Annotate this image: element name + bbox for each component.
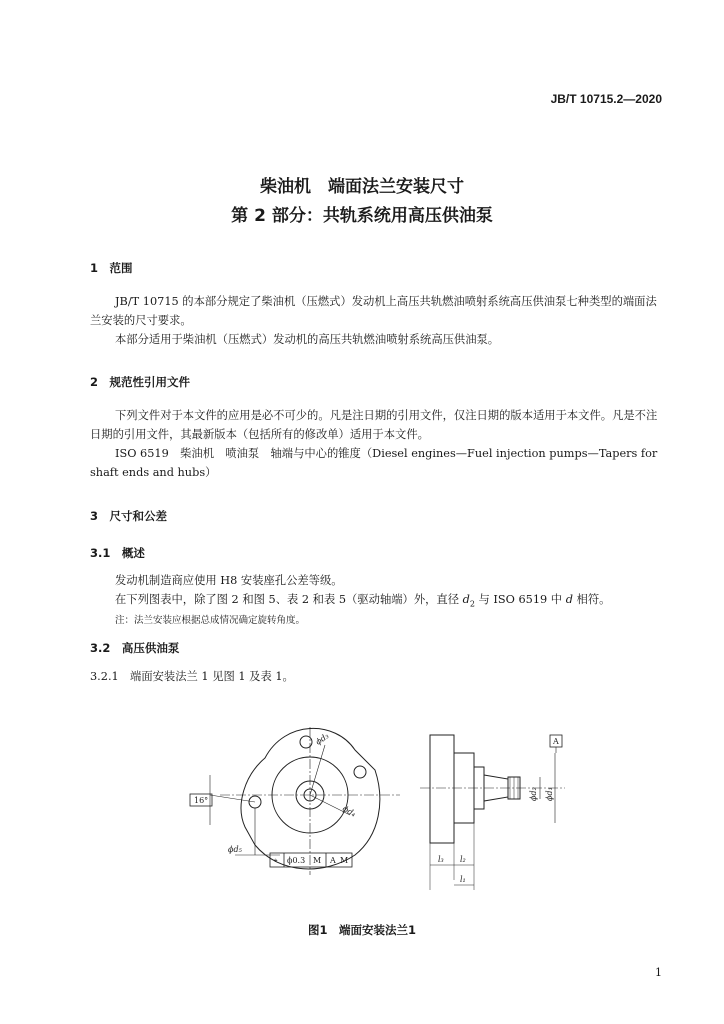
section-1-heading: 1 范围: [90, 261, 133, 275]
section-3-2-heading: 3.2 高压供油泵: [90, 641, 180, 655]
standard-number: JB/T 10715.2—2020: [550, 92, 662, 106]
datum-label: A: [553, 737, 559, 746]
tol-value: ϕ0.3: [287, 856, 306, 865]
d5-label: ϕd₅: [228, 845, 242, 854]
section-3-1-paragraph-1: 发动机制造商应使用 H8 安装座孔公差等级。: [115, 574, 343, 587]
section-3-2-1-text: 3.2.1 端面安装法兰 1 见图 1 及表 1。: [90, 670, 294, 683]
section-2-paragraph-2: ISO 6519 柴油机 喷油泵 轴端与中心的锥度（Diesel engines—Fuel injection pumps—Tapers for shaft ends and hubs）: [90, 447, 658, 479]
d1-label: ϕd₁: [545, 787, 554, 801]
tol-symbol: ⌖: [273, 856, 278, 865]
flange-outline: [241, 728, 380, 869]
p2-sub-2: 2: [469, 599, 475, 609]
document-subtitle: 第 2 部分：共轨系统用高压供油泵: [231, 206, 493, 226]
side-flange: [430, 735, 454, 843]
tol-datum-m: M: [340, 856, 349, 865]
tol-datum: A: [330, 856, 336, 865]
section-3-heading: 3 尺寸和公差: [90, 509, 168, 523]
angle-line: [210, 795, 255, 802]
p2-var-d: d: [462, 593, 470, 606]
l2-label: l₂: [460, 855, 466, 864]
figure-1-caption: 图1 端面安装法兰1: [307, 923, 416, 937]
section-2-heading: 2 规范性引用文件: [90, 375, 191, 389]
section-3-1-paragraph-2: [115, 590, 610, 613]
section-3-1-heading: 3.1 概述: [90, 546, 145, 560]
d4-label: ϕd₄: [341, 803, 358, 819]
p2-part-f: 相符。: [572, 593, 611, 606]
l1-label: l₁: [460, 875, 466, 884]
tol-m: M: [313, 856, 322, 865]
d3-label: ϕd₃: [313, 731, 331, 747]
p2-var-d2: d: [565, 593, 573, 606]
section-1-paragraph-2: 本部分适用于柴油机（压燃式）发动机的高压共轨燃油喷射系统高压供油泵。: [115, 333, 500, 346]
section-3-1-note: 注：法兰安装应根据总成情况确定旋转角度。: [115, 615, 306, 626]
page-number: 1: [655, 966, 662, 979]
p2-part-d: 与 ISO 6519 中: [474, 593, 566, 606]
p2-part-a: 在下列图表中，除了图 2 和图 5、表 2 和表 5（驱动轴端）外，直径: [115, 593, 463, 606]
angle-label: 16°: [194, 796, 209, 805]
figure-1-drawing: [170, 715, 590, 905]
bolt-hole-right: [354, 766, 366, 778]
section-1-paragraph-1: JB/T 10715 的本部分规定了柴油机（压燃式）发动机上高压共轨燃油喷射系统高压供油泵七种类型的端面法兰安装的尺寸要求。: [90, 295, 657, 327]
d2-label: ϕd₂: [529, 787, 538, 801]
document-title: 柴油机 端面法兰安装尺寸: [260, 177, 464, 197]
d3-leader: [310, 745, 325, 795]
section-2-paragraph-1: 下列文件对于本文件的应用是必不可少的。凡是注日期的引用文件，仅注日期的版本适用于本文件。凡是不注日期的引用文件，其最新版本（包括所有的修改单）适用于本文件。: [90, 409, 658, 441]
l3-label: l₃: [438, 855, 444, 864]
